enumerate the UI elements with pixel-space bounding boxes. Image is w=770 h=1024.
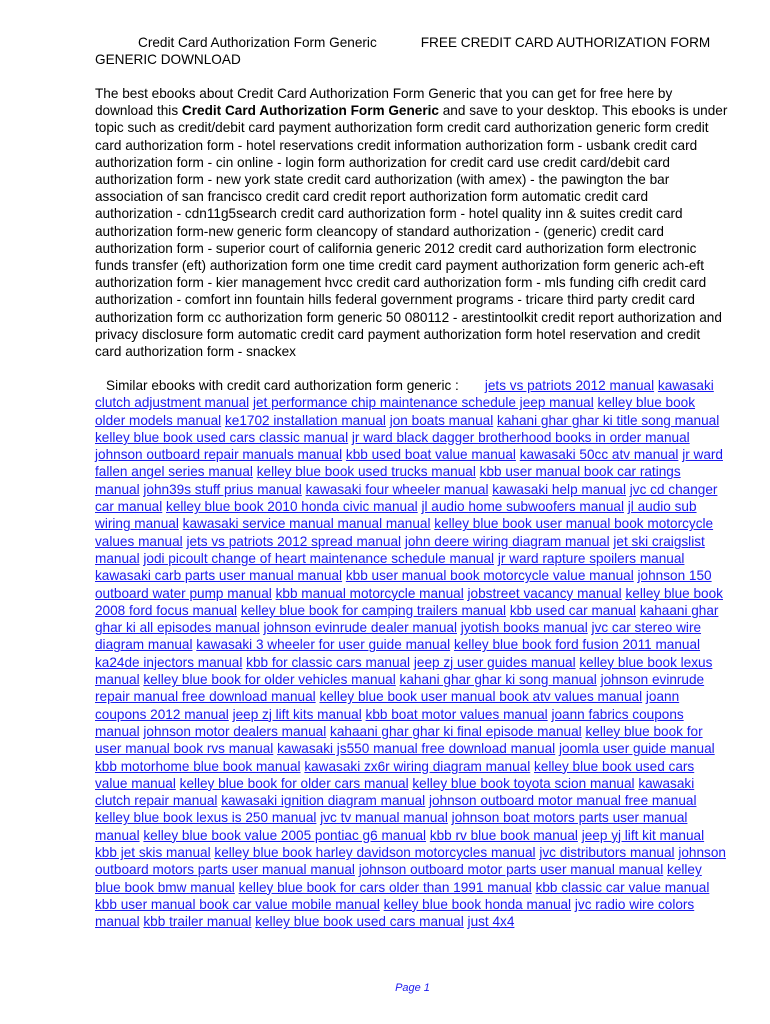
intro-bold-title: Credit Card Authorization Form Generic [181, 103, 439, 119]
similar-ebook-link[interactable]: kelley blue book for older vehicles manual [143, 672, 396, 688]
similar-ebook-link[interactable]: jvc cd changer car manual [95, 481, 718, 515]
similar-ebook-link[interactable]: kawasaki service manual manual manual [182, 516, 431, 532]
similar-ebook-link[interactable]: ka24de injectors manual [95, 654, 243, 670]
similar-ebook-link[interactable]: kelley blue book lexus manual [95, 654, 713, 688]
similar-ebook-link[interactable]: johnson outboard repair manuals manual [95, 447, 343, 463]
similar-ebook-link[interactable]: kawasaki four wheeler manual [305, 481, 489, 497]
similar-ebook-link[interactable]: kelley blue book honda manual [383, 896, 572, 912]
similar-ebook-link[interactable]: kelley blue book harley davidson motorcycles manual [214, 845, 536, 861]
header-title: Credit Card Authorization Form Generic [138, 35, 377, 50]
intro-lead: The best ebooks about Credit Card Authorization Form Generic that you can get for free here by download this [95, 86, 673, 119]
similar-ebook-link[interactable]: joomla user guide manual [558, 741, 715, 757]
similar-ebook-link[interactable]: jr ward black dagger brotherhood books in order manual [351, 429, 690, 445]
similar-ebook-link[interactable]: kbb manual motorcycle manual [275, 585, 464, 601]
similar-ebook-link[interactable]: johnson outboard motor manual free manual [428, 793, 697, 809]
similar-ebook-link[interactable]: kawasaki ignition diagram manual [221, 793, 426, 809]
similar-ebook-link[interactable]: kahaani ghar ghar ki all episodes manual [95, 602, 719, 636]
similar-ebook-link[interactable]: kelley blue book ford fusion 2011 manual [453, 637, 701, 653]
similar-ebook-link[interactable]: kelley blue book user manual book motorcycle values manual [95, 516, 714, 549]
similar-ebook-link[interactable]: johnson 150 outboard water pump manual [95, 568, 712, 601]
similar-ebook-link[interactable]: jets vs patriots 2012 manual [484, 378, 655, 393]
similar-ebook-link[interactable]: kawasaki zx6r wiring diagram manual [304, 758, 531, 774]
similar-ebook-link[interactable]: kbb for classic cars manual [246, 654, 411, 670]
similar-ebook-link[interactable]: kbb trailer manual [143, 914, 252, 930]
similar-ebook-link[interactable]: kahani ghar ghar ki title song manual [497, 412, 720, 428]
similar-ebook-link[interactable]: kelley blue book used cars manual [255, 914, 464, 930]
similar-ebook-link[interactable]: johnson evinrude repair manual free download manual [95, 672, 705, 705]
document-header [95, 34, 730, 68]
similar-ebook-link[interactable]: jl audio sub wiring manual [95, 499, 697, 532]
similar-ebook-link[interactable]: john deere wiring diagram manual [404, 533, 610, 549]
similar-ebook-link[interactable]: jet ski craigslist manual [95, 533, 705, 566]
similar-ebook-link[interactable]: jvc distributors manual [539, 845, 675, 861]
similar-ebook-link[interactable]: kawasaki 3 wheeler for user guide manual [196, 637, 451, 653]
similar-ebook-link[interactable]: kelley blue book for cars older than 1991 manual [238, 879, 532, 895]
similar-ebook-link[interactable]: kelley blue book for camping trailers manual [240, 602, 507, 618]
similar-ebook-link[interactable]: jvc car stereo wire diagram manual [95, 620, 702, 653]
similar-ebook-link[interactable]: kahani ghar ghar ki song manual [399, 672, 597, 688]
similar-ebook-link[interactable]: kawasaki 50cc atv manual [519, 447, 679, 463]
similar-ebook-link[interactable]: joann coupons 2012 manual [95, 689, 680, 722]
similar-ebook-link[interactable]: kbb jet skis manual [95, 845, 211, 861]
header-subtitle: FREE CREDIT CARD AUTHORIZATION FORM GENERIC DOWNLOAD [95, 35, 711, 67]
similar-ebooks-paragraph [95, 377, 728, 931]
similar-ebook-link[interactable]: john39s stuff prius manual [143, 481, 302, 497]
similar-ebook-link[interactable]: kelley blue book used cars classic manual [95, 429, 349, 445]
similar-ebook-link[interactable]: kelley blue book used cars value manual [95, 758, 695, 791]
similar-ebook-link[interactable]: johnson motor dealers manual [143, 723, 327, 739]
similar-ebook-link[interactable]: ke1702 installation manual [224, 412, 386, 428]
similar-lead: Similar ebooks with credit card authorization form generic : [106, 378, 459, 393]
similar-ebook-link[interactable]: kelley blue book lexus is 250 manual [95, 810, 317, 826]
page-number: Page 1 [395, 982, 430, 994]
similar-ebook-link[interactable]: jr ward rapture spoilers manual [497, 550, 685, 566]
similar-ebook-link[interactable]: johnson boat motors parts user manual manual [95, 810, 688, 843]
similar-ebook-link[interactable]: kawasaki clutch adjustment manual [95, 378, 714, 411]
similar-ebook-link[interactable]: kawasaki clutch repair manual [95, 775, 695, 809]
similar-ebook-link[interactable]: jl audio home subwoofers manual [421, 499, 624, 515]
similar-ebook-link[interactable]: kbb used boat value manual [345, 447, 516, 463]
similar-ebook-link[interactable]: jvc tv manual manual [320, 810, 448, 826]
similar-ebook-link[interactable]: johnson outboard motors parts user manual manual [95, 845, 726, 878]
similar-ebook-link[interactable]: kelley blue book 2010 honda civic manual [166, 499, 418, 515]
similar-ebook-link[interactable]: kbb classic car value manual [535, 879, 710, 895]
similar-ebook-link[interactable]: jyotish books manual [460, 620, 588, 636]
similar-ebook-link[interactable]: jodi picoult change of heart maintenance schedule manual [143, 550, 495, 566]
similar-ebook-link[interactable]: kelley blue book bmw manual [95, 862, 702, 895]
similar-ebook-link[interactable]: johnson outboard motor parts user manual manual [358, 862, 664, 878]
similar-ebook-link[interactable]: kawasaki carb parts user manual manual [95, 568, 343, 584]
similar-ebook-link[interactable]: jets vs patriots 2012 spread manual [186, 533, 402, 549]
similar-ebook-link[interactable]: johnson evinrude dealer manual [263, 620, 457, 636]
similar-ebook-link[interactable]: joann fabrics coupons manual [95, 706, 684, 739]
similar-ebook-link[interactable]: kbb used car manual [509, 602, 637, 618]
intro-body: and save to your desktop. This ebooks is under topic such as credit/debit card payment authorization form credit card authorization generic form credit card authorization form - hotel reservations credit information authorization form - usbank credit card authorization form - cin online - login form authorization for credit card use credit card/debit card authorization form - new york state credit card authorization (with amex) - the pawington the bar association of san francisco credit card credit report authorization form automatic credit card authorization - cdn11g5search credit card authorization form - hotel quality inn & suites credit card authorization form-new generic form cleancopy of standard authorization - (generic) credit card authorization form - superior court of california generic 2012 credit card authorization form electronic funds transfer (eft) authorization form one time credit card payment authorization form generic ach-eft authorization form - kier management hvcc credit card authorization form - mls funding cifh credit card authorization - comfort inn fountain hills federal government programs - tricare third party credit card authorization form cc authorization form generic 50 080112 - arestintoolkit credit report authorization and privacy disclosure form automatic credit card payment authorization form hotel reservation and credit card authorization form - snackex [95, 103, 728, 360]
similar-ebook-link[interactable]: kelley blue book toyota scion manual [412, 775, 635, 791]
similar-ebook-link[interactable]: jr ward fallen angel series manual [95, 447, 723, 480]
similar-ebook-link[interactable]: kelley blue book value 2005 pontiac g6 manual [143, 827, 427, 843]
similar-ebook-link[interactable]: kbb motorhome blue book manual [95, 758, 301, 774]
similar-ebook-link[interactable]: jobstreet vacancy manual [467, 585, 622, 601]
similar-ebook-link[interactable]: jeep zj user guides manual [413, 654, 576, 670]
similar-ebook-link[interactable]: kelley blue book for older cars manual [179, 775, 409, 791]
similar-ebook-link[interactable]: jet performance chip maintenance schedule jeep manual [252, 395, 594, 411]
similar-ebook-link[interactable]: kbb user manual book car ratings manual [95, 464, 681, 497]
similar-ebook-link[interactable]: kelley blue book user manual book atv values manual [319, 689, 643, 705]
similar-ebook-link[interactable]: jon boats manual [389, 412, 494, 428]
similar-ebook-link[interactable]: kbb rv blue book manual [429, 827, 578, 843]
similar-ebook-link[interactable]: kawasaki js550 manual free download manual [277, 741, 556, 757]
similar-ebook-link[interactable]: kahaani ghar ghar ki final episode manual [330, 723, 582, 739]
similar-ebook-link[interactable]: kelley blue book for user manual book rvs manual [95, 723, 703, 757]
similar-ebook-link[interactable]: jeep zj lift kits manual [232, 706, 362, 722]
similar-ebook-link[interactable]: jeep yj lift kit manual [581, 827, 705, 843]
similar-ebook-link[interactable]: kbb user manual book car value mobile manual [95, 896, 380, 912]
similar-ebook-link[interactable]: kbb user manual book motorcycle value manual [345, 568, 634, 584]
similar-ebook-link[interactable]: kelley blue book older models manual [95, 395, 696, 428]
similar-ebook-link[interactable]: kawasaki help manual [492, 481, 626, 497]
similar-ebook-link[interactable]: kelley blue book 2008 ford focus manual [95, 585, 723, 618]
similar-ebook-link[interactable]: just 4x4 [467, 914, 515, 930]
intro-paragraph [95, 85, 728, 360]
similar-ebook-link[interactable]: jvc radio wire colors manual [95, 896, 695, 930]
similar-ebook-link[interactable]: kbb boat motor values manual [365, 706, 548, 722]
similar-ebook-link[interactable]: kelley blue book used trucks manual [256, 464, 476, 480]
